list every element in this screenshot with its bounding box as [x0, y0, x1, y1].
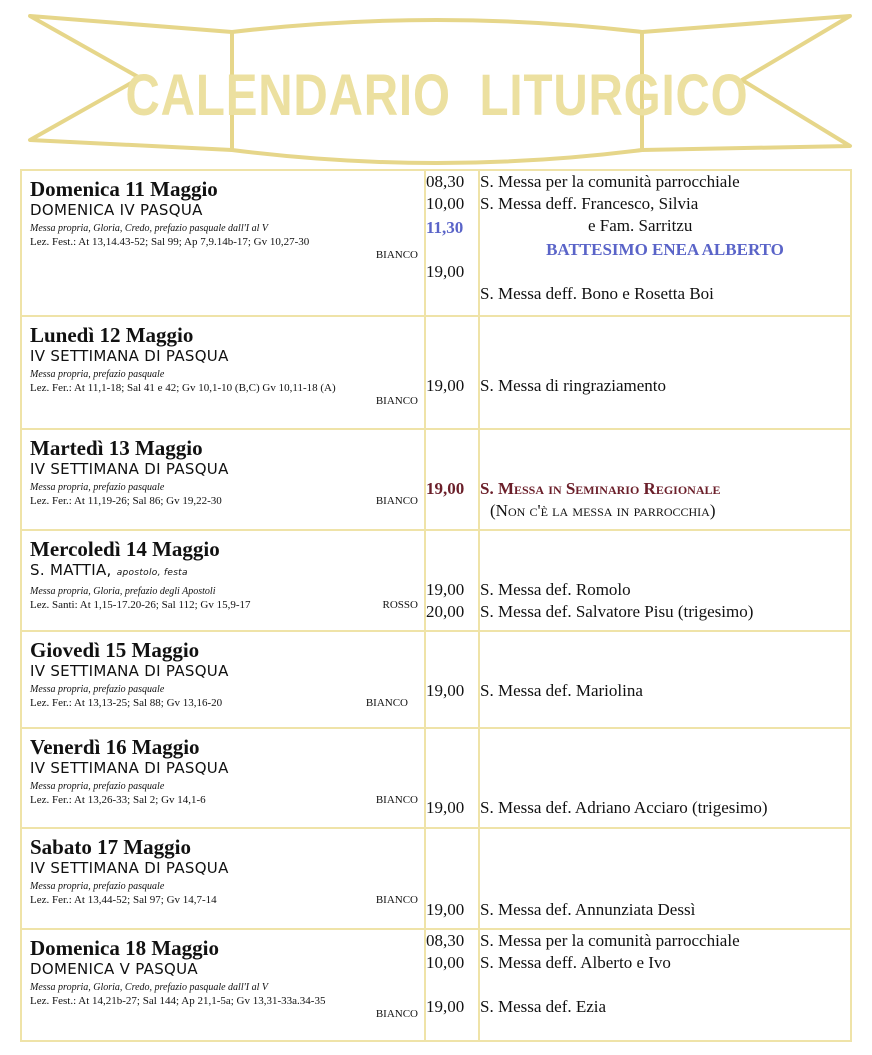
calendar-table [20, 169, 852, 1042]
day-date: Mercoledì 14 Maggio [30, 537, 220, 561]
page-title: CALENDARIO LITURGICO [125, 62, 749, 128]
times-cell [425, 631, 479, 728]
times-cell [425, 316, 479, 429]
day-note: Messa propria, prefazio pasquale [30, 369, 165, 380]
day-readings: Lez. Fest.: At 14,21b-27; Sal 144; Ap 21,1-5a; Gv 13,31-33a.34-35 [30, 995, 326, 1007]
events-cell [479, 530, 851, 631]
times-cell [425, 929, 479, 1041]
events-cell [479, 828, 851, 929]
day-note: Messa propria, prefazio pasquale [30, 781, 165, 792]
day-subtitle: DOMENICA V PASQUA [30, 960, 198, 978]
day-readings: Lez. Fest.: At 13,14.43-52; Sal 99; Ap 7,9.14b-17; Gv 10,27-30 [30, 236, 310, 248]
title-banner [0, 0, 872, 165]
entry-text: S. Messa di ringraziamento [480, 376, 667, 395]
liturgical-color: ROSSO [382, 599, 418, 611]
events-cell [479, 929, 851, 1041]
entry-time: 08,30 [426, 172, 465, 191]
entry-text: (Non c'è la messa in parrocchia) [490, 501, 716, 520]
day-note: Messa propria, Gloria, prefazio degli Apostoli [30, 586, 216, 597]
table-row [21, 429, 851, 530]
entry-time: 19,00 [426, 798, 465, 817]
table-row [21, 170, 851, 316]
events-cell [479, 316, 851, 429]
table-row [21, 728, 851, 828]
day-readings: Lez. Fer.: At 13,26-33; Sal 2; Gv 14,1-6 [30, 794, 206, 806]
day-note: Messa propria, Gloria, Credo, prefazio pasquale dall'I al V [30, 223, 268, 234]
day-subtitle: IV SETTIMANA DI PASQUA [30, 460, 229, 478]
day-date: Domenica 18 Maggio [30, 936, 219, 960]
baptism-event: BATTESIMO ENEA ALBERTO [546, 240, 784, 259]
events-cell [479, 429, 851, 530]
entry-text: S. Messa deff. Alberto e Ivo [480, 953, 671, 972]
day-subtitle: IV SETTIMANA DI PASQUA [30, 662, 229, 680]
day-note: Messa propria, prefazio pasquale [30, 482, 165, 493]
day-note: Messa propria, prefazio pasquale [30, 684, 165, 695]
day-subtitle: IV SETTIMANA DI PASQUA [30, 347, 229, 365]
day-date: Giovedì 15 Maggio [30, 638, 200, 662]
entry-time: 19,00 [426, 580, 465, 599]
day-date: Sabato 17 Maggio [30, 835, 192, 859]
day-readings: Lez. Santi: At 1,15-17.20-26; Sal 112; Gv 15,9-17 [30, 599, 251, 611]
entry-text: S. Messa def. Ezia [480, 997, 607, 1016]
entry-text: S. Messa def. Romolo [480, 580, 631, 599]
liturgical-color: BIANCO [375, 249, 418, 261]
entry-time: 19,00 [426, 376, 465, 395]
entry-text: S. Messa def. Adriano Acciaro (trigesimo) [480, 798, 768, 817]
entry-time: 19,00 [426, 262, 465, 281]
day-subtitle-detail: apostolo, festa [116, 568, 188, 578]
entry-text: e Fam. Sarritzu [588, 216, 693, 235]
day-date: Martedì 13 Maggio [30, 436, 203, 460]
seminary-event: S. Messa in Seminario Regionale [480, 479, 721, 498]
day-subtitle: S. MATTIA, [30, 561, 112, 579]
entry-text: S. Messa def. Annunziata Dessì [480, 900, 696, 919]
day-info-cell [21, 631, 425, 728]
liturgical-color: BIANCO [365, 697, 408, 709]
table-row [21, 530, 851, 631]
entry-time: 19,00 [426, 479, 465, 498]
day-note: Messa propria, Gloria, Credo, prefazio pasquale dall'I al V [30, 982, 268, 993]
day-readings: Lez. Fer.: At 11,19-26; Sal 86; Gv 19,22-30 [30, 495, 222, 507]
entry-text: S. Messa def. Salvatore Pisu (trigesimo) [480, 602, 754, 621]
times-cell [425, 429, 479, 530]
liturgical-color: BIANCO [375, 495, 418, 507]
day-readings: Lez. Fer.: At 11,1-18; Sal 41 e 42; Gv 10,1-10 (B,C) Gv 10,11-18 (A) [30, 382, 336, 394]
day-subtitle: DOMENICA IV PASQUA [30, 201, 203, 219]
times-cell [425, 728, 479, 828]
day-info-cell [21, 530, 425, 631]
times-cell [425, 170, 479, 316]
day-readings: Lez. Fer.: At 13,44-52; Sal 97; Gv 14,7-14 [30, 894, 217, 906]
times-cell [425, 828, 479, 929]
entry-text: S. Messa def. Mariolina [480, 681, 643, 700]
day-date: Domenica 11 Maggio [30, 177, 218, 201]
entry-text: S. Messa deff. Bono e Rosetta Boi [480, 284, 714, 303]
table-row [21, 631, 851, 728]
day-date: Lunedì 12 Maggio [30, 323, 194, 347]
entry-time: 10,00 [426, 953, 465, 972]
day-info-cell [21, 929, 425, 1041]
entry-text: S. Messa deff. Francesco, Silvia [480, 194, 699, 213]
events-cell [479, 728, 851, 828]
liturgical-color: BIANCO [375, 894, 418, 906]
entry-text: S. Messa per la comunità parrocchiale [480, 172, 740, 191]
liturgical-color: BIANCO [375, 395, 418, 407]
day-subtitle: IV SETTIMANA DI PASQUA [30, 759, 229, 777]
times-cell [425, 530, 479, 631]
entry-time: 11,30 [426, 218, 464, 237]
day-note: Messa propria, prefazio pasquale [30, 881, 165, 892]
liturgical-color: BIANCO [375, 1008, 418, 1020]
table-row [21, 828, 851, 929]
entry-text: S. Messa per la comunità parrocchiale [480, 931, 740, 950]
day-info-cell [21, 170, 425, 316]
table-row [21, 929, 851, 1041]
liturgical-color: BIANCO [375, 794, 418, 806]
table-row [21, 316, 851, 429]
day-subtitle: IV SETTIMANA DI PASQUA [30, 859, 229, 877]
entry-time: 20,00 [426, 602, 465, 621]
events-cell [479, 170, 851, 316]
entry-time: 19,00 [426, 681, 465, 700]
entry-time: 08,30 [426, 931, 465, 950]
day-info-cell [21, 429, 425, 530]
day-info-cell [21, 728, 425, 828]
entry-time: 19,00 [426, 997, 465, 1016]
day-readings: Lez. Fer.: At 13,13-25; Sal 88; Gv 13,16-20 [30, 697, 223, 709]
day-info-cell [21, 316, 425, 429]
day-date: Venerdì 16 Maggio [30, 735, 200, 759]
events-cell [479, 631, 851, 728]
entry-time: 19,00 [426, 900, 465, 919]
entry-time: 10,00 [426, 194, 465, 213]
day-info-cell [21, 828, 425, 929]
